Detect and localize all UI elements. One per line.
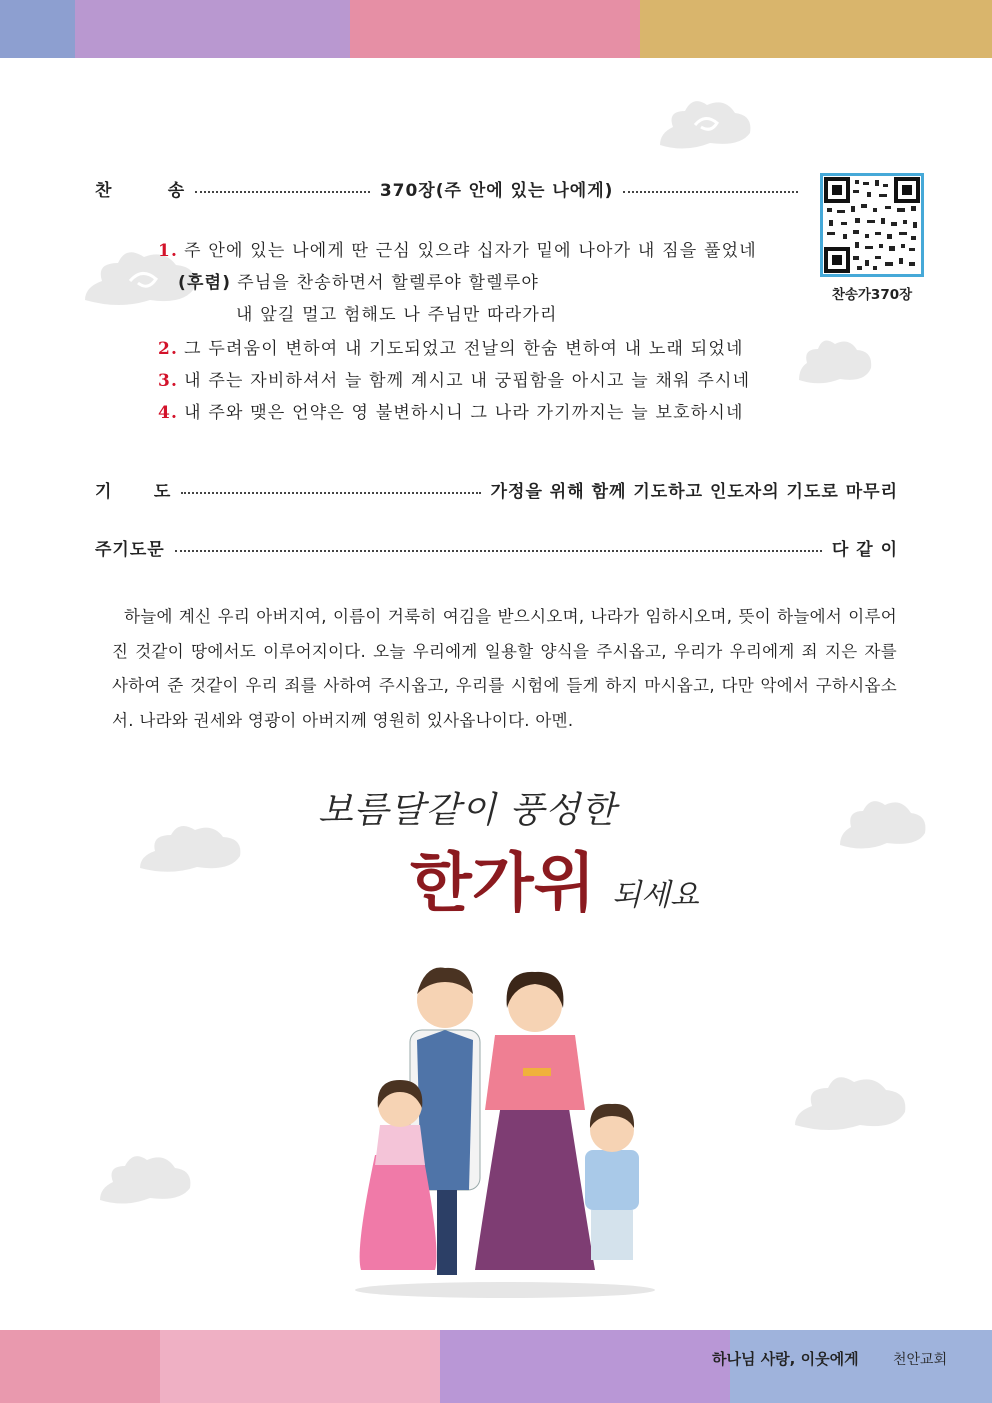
cloud-icon <box>835 795 930 857</box>
cloud-icon <box>95 1150 195 1212</box>
cloud-icon <box>655 95 755 157</box>
refrain-line <box>236 300 558 325</box>
verse-line <box>158 236 757 261</box>
qr-code[interactable] <box>820 173 924 277</box>
greeting-line-2: 한가위 <box>410 846 596 921</box>
verse-text: 내 주와 맺은 언약은 영 불변하시니 그 나라 가기까지는 늘 보호하시네 <box>184 403 744 423</box>
mother-figure <box>475 972 595 1270</box>
lords-prayer-text: 하늘에 계신 우리 아버지여, 이름이 거룩히 여김을 받으시오며, 나라가 임하시오며, 뜻이 하늘에서 이루어진 것같이 땅에서도 이루어지이다. 오늘 우리에게 일용할 양식을 주시옵고, 우리가 우리에게 죄 지은 자를 사하여 준 것같이 우리 죄를 사하여 주시옵고, 우리를 시험에 들게 하지 마시옵고, 다만 악에서 구하시옵소서. 나라와 권세와 영광이 아버지께 영원히 있사옵나이다. 아멘. <box>112 607 897 730</box>
footer-motto: 하나님 사랑, 이웃에게 <box>712 1350 859 1368</box>
hymn-title: 370장(주 안에 있는 나에게) <box>379 181 614 201</box>
verse-text: 내 주는 자비하셔서 늘 함께 계시고 내 궁핍함을 아시고 늘 채워 주시네 <box>184 371 751 391</box>
prayer-row <box>95 477 898 502</box>
leader-dots <box>175 550 822 552</box>
cloud-icon <box>795 335 875 390</box>
hymn-label: 찬 송 <box>95 181 186 201</box>
leader-dots <box>181 492 480 494</box>
verse-number: 1. <box>158 241 179 261</box>
verse-number: 3. <box>158 371 179 391</box>
qr-caption: 찬송가370장 <box>831 287 913 303</box>
verse-line <box>158 366 750 391</box>
leader-dots <box>623 191 798 193</box>
footer-church-name: 천안교회 <box>893 1352 948 1368</box>
lords-prayer-label: 주기도문 <box>95 540 165 560</box>
qr-pattern <box>823 176 921 274</box>
lords-prayer-row <box>95 535 898 560</box>
verse-text: 주님을 찬송하면서 할렐루야 할렐루야 <box>237 273 539 293</box>
verse-number: 4. <box>158 403 179 423</box>
cloud-icon <box>135 820 245 880</box>
verse-text: 내 앞길 멀고 험해도 나 주님만 따라가리 <box>236 305 558 325</box>
hymn-row <box>95 176 898 201</box>
greeting-line-3: 되세요 <box>612 878 699 913</box>
prayer-detail: 가정을 위해 함께 기도하고 인도자의 기도로 마무리 <box>490 482 898 502</box>
refrain-line <box>178 268 539 293</box>
prayer-label: 기 도 <box>95 482 172 502</box>
verse-line <box>158 334 744 359</box>
verse-line <box>158 398 744 423</box>
leader-dots <box>195 191 370 193</box>
cloud-icon <box>790 1070 910 1140</box>
lords-prayer-who: 다 같 이 <box>831 540 898 560</box>
verse-number: 2. <box>158 339 179 359</box>
refrain-label: (후렴) <box>178 273 232 293</box>
top-decorative-band <box>0 0 992 58</box>
verse-text: 그 두려움이 변하여 내 기도되었고 전날의 한숨 변하여 내 노래 되었네 <box>184 339 744 359</box>
family-illustration <box>345 950 665 1300</box>
boy-figure <box>585 1104 639 1260</box>
verse-text: 주 안에 있는 나에게 딴 근심 있으랴 십자가 밑에 나아가 내 짐을 풀었네 <box>184 241 757 261</box>
greeting-line-1: 보름달같이 풍성한 <box>318 790 617 831</box>
